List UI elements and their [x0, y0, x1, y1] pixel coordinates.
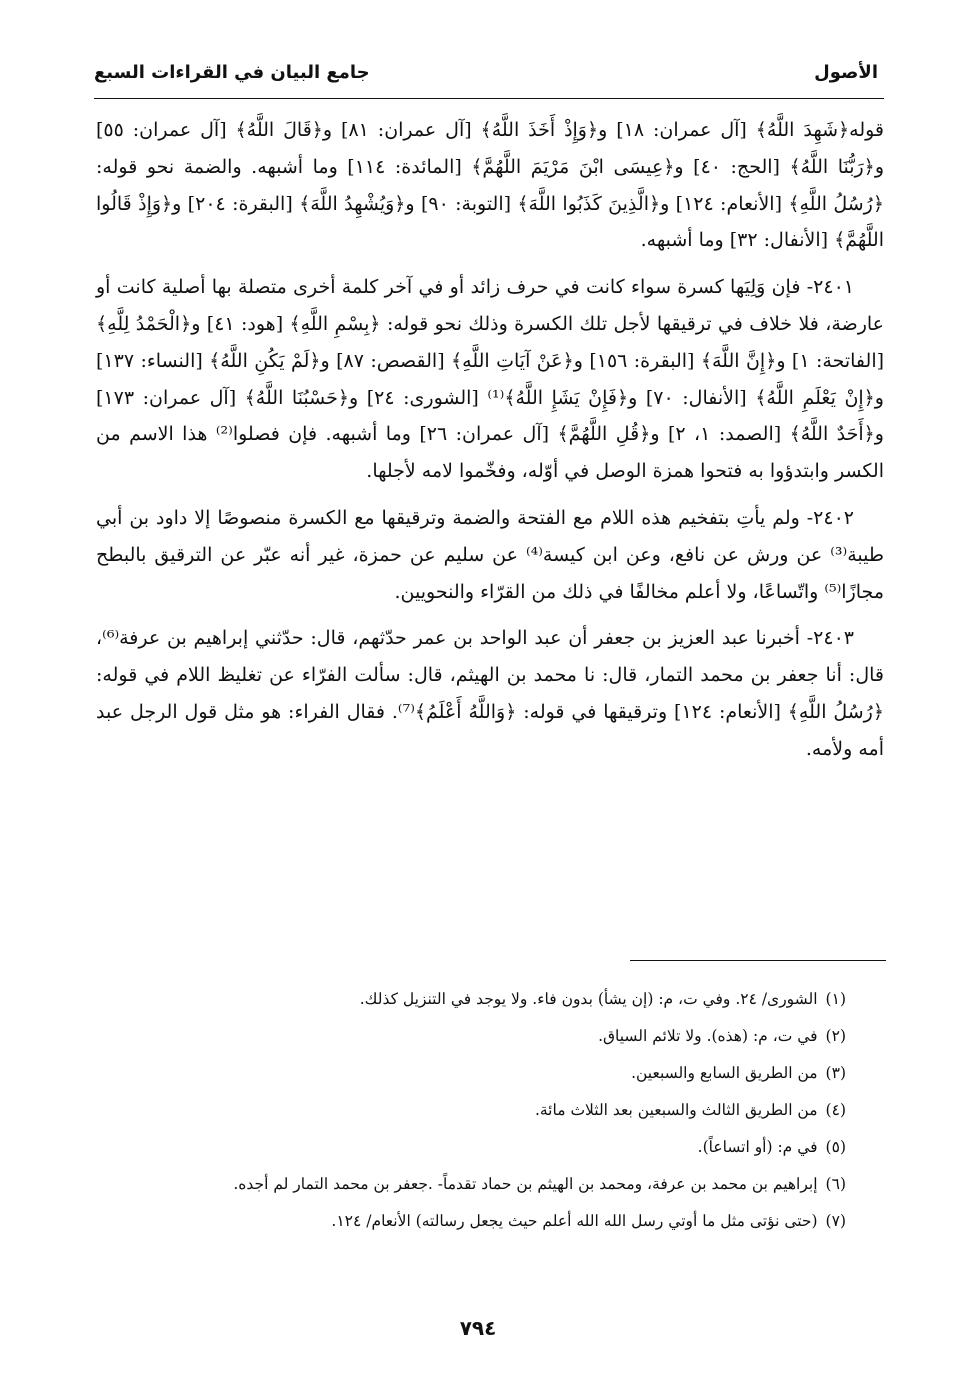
footnote — [96, 1056, 846, 1090]
page-number: ٧٩٤ — [459, 1316, 497, 1340]
footnote-divider — [630, 960, 886, 961]
main-text — [96, 112, 884, 778]
footnote — [96, 1093, 846, 1127]
footnote-text: في ت، م: (هذه). ولا تلائم السياق. — [598, 1027, 818, 1045]
footnote-number: (١) — [825, 990, 846, 1008]
paragraph-2401: ٢٤٠١- فإن وَلِيَها كسرة سواء كانت في حرف زائد أو في آخر كلمة أخرى متصلة بها أصلية كانت أو عارضة، فلا خلاف في ترقيقها لأجل تلك الكسرة وذلك نحو قوله: ﴿بِسْمِ اللَّهِ﴾ [هود: ٤١] و﴿الْحَمْدُ لِلَّهِ﴾ [الفاتحة: ١] و﴿إِنَّ اللَّهَ﴾ [البقرة: ١٥٦] و﴿عَنْ آيَاتِ اللَّهِ﴾ [القصص: ٨٧] و﴿لَمْ يَكُنِ اللَّهُ﴾ [النساء: ١٣٧] و﴿إِنْ يَعْلَمِ اللَّهُ﴾ [الأنفال: ٧٠] و﴿فَإِنْ يَشَإِ اللَّهُ﴾⁽¹⁾ [الشورى: ٢٤] و﴿حَسْبُنَا اللَّهُ﴾ [آل عمران: ١٧٣] و﴿أَحَدٌ اللَّهُ﴾ [الصمد: ١، ٢] و﴿قُلِ اللَّهُمَّ﴾ [آل عمران: ٢٦] وما أشبهه. فإن فصلوا⁽²⁾ هذا الاسم من الكسر وابتدؤوا به فتحوا همزة الوصل في أوّله، وفخّموا لامه لأجلها. — [96, 276, 885, 483]
footnote — [96, 1204, 846, 1238]
footnote-number: (٤) — [825, 1101, 846, 1119]
section-title: الأصول — [814, 62, 878, 83]
footnote-text: من الطريق السابع والسبعين. — [631, 1064, 818, 1082]
running-header — [94, 58, 884, 99]
footnote-number: (٢) — [825, 1027, 846, 1045]
footnote — [96, 1130, 846, 1164]
paragraph-continuation: قوله﴿شَهِدَ اللَّهُ﴾ [آل عمران: ١٨] و﴿وَإِذْ أَخَذَ اللَّهُ﴾ [آل عمران: ٨١] و﴿قَالَ اللَّهُ﴾ [آل عمران: ٥٥] و﴿رَبُّنَا اللَّهُ﴾ [الحج: ٤٠] و﴿عِيسَى ابْنَ مَرْيَمَ اللَّهُمَّ﴾ [المائدة: ١١٤] وما أشبهه. والضمة نحو قوله: ﴿رُسُلُ اللَّهِ﴾ [الأنعام: ١٢٤] و﴿الَّذِينَ كَذَبُوا اللَّهَ﴾ [التوبة: ٩٠] و﴿وَيُشْهِدُ اللَّهَ﴾ [البقرة: ٢٠٤] و﴿وَإِذْ قَالُوا اللَّهُمَّ﴾ [الأنفال: ٣٢] وما أشبهه. — [96, 119, 885, 252]
footnote — [96, 1167, 846, 1201]
footnote — [96, 982, 846, 1016]
footnotes — [96, 982, 846, 1241]
paragraph-2403: ٢٤٠٣- أخبرنا عبد العزيز بن جعفر أن عبد الواحد بن عمر حدّثهم، قال: حدّثني إبراهيم بن عرفة⁽⁶⁾، قال: أنا جعفر بن محمد التمار، قال: نا محمد بن الهيثم، قال: سألت الفرّاء عن تغليظ اللام في قوله: ﴿رُسُلُ اللَّهِ﴾ [الأنعام: ١٢٤] وترقيقها في قوله: ﴿وَاللَّهُ أَعْلَمُ﴾⁽⁷⁾. فقال الفراء: هو مثل قول الرجل عبد أمه ولأمه. — [96, 627, 884, 760]
footnote-number: (٥) — [825, 1138, 846, 1156]
footnote-text: في م: (أو اتساعاً). — [697, 1138, 818, 1156]
paragraph-2402: ٢٤٠٢- ولم يأتِ بتفخيم هذه اللام مع الفتحة والضمة وترقيقها مع الكسرة منصوصًا إلا داود بن أبي طيبة⁽³⁾ عن ورش عن نافع، وعن ابن كيسة⁽⁴⁾ عن سليم عن حمزة، غير أنه عبّر عن الترقيق بالبطح مجازًا⁽⁵⁾ واتّساعًا، ولا أعلم مخالفًا في ذلك من القرّاء والنحويين. — [96, 506, 884, 603]
footnote-text: من الطريق الثالث والسبعين بعد الثلاث مائة. — [534, 1101, 818, 1119]
footnote-number: (٧) — [825, 1212, 846, 1230]
book-title: جامع البيان في القراءات السبع — [94, 62, 370, 83]
footnote-text: الشورى/ ٢٤. وفي ت، م: (إن يشأ) بدون فاء. ولا يوجد في التنزيل كذلك. — [359, 990, 818, 1008]
footnote-text: (حتى نؤتى مثل ما أوتي رسل الله الله أعلم حيث يجعل رسالته) الأنعام/ ١٢٤. — [331, 1212, 818, 1230]
footnote — [96, 1019, 846, 1053]
footnote-number: (٦) — [825, 1175, 846, 1193]
footnote-text: إبراهيم بن محمد بن عرفة، ومحمد بن الهيثم بن حماد تقدماً- .جعفر بن محمد التمار لم أجده. — [233, 1175, 818, 1193]
footnote-number: (٣) — [825, 1064, 846, 1082]
